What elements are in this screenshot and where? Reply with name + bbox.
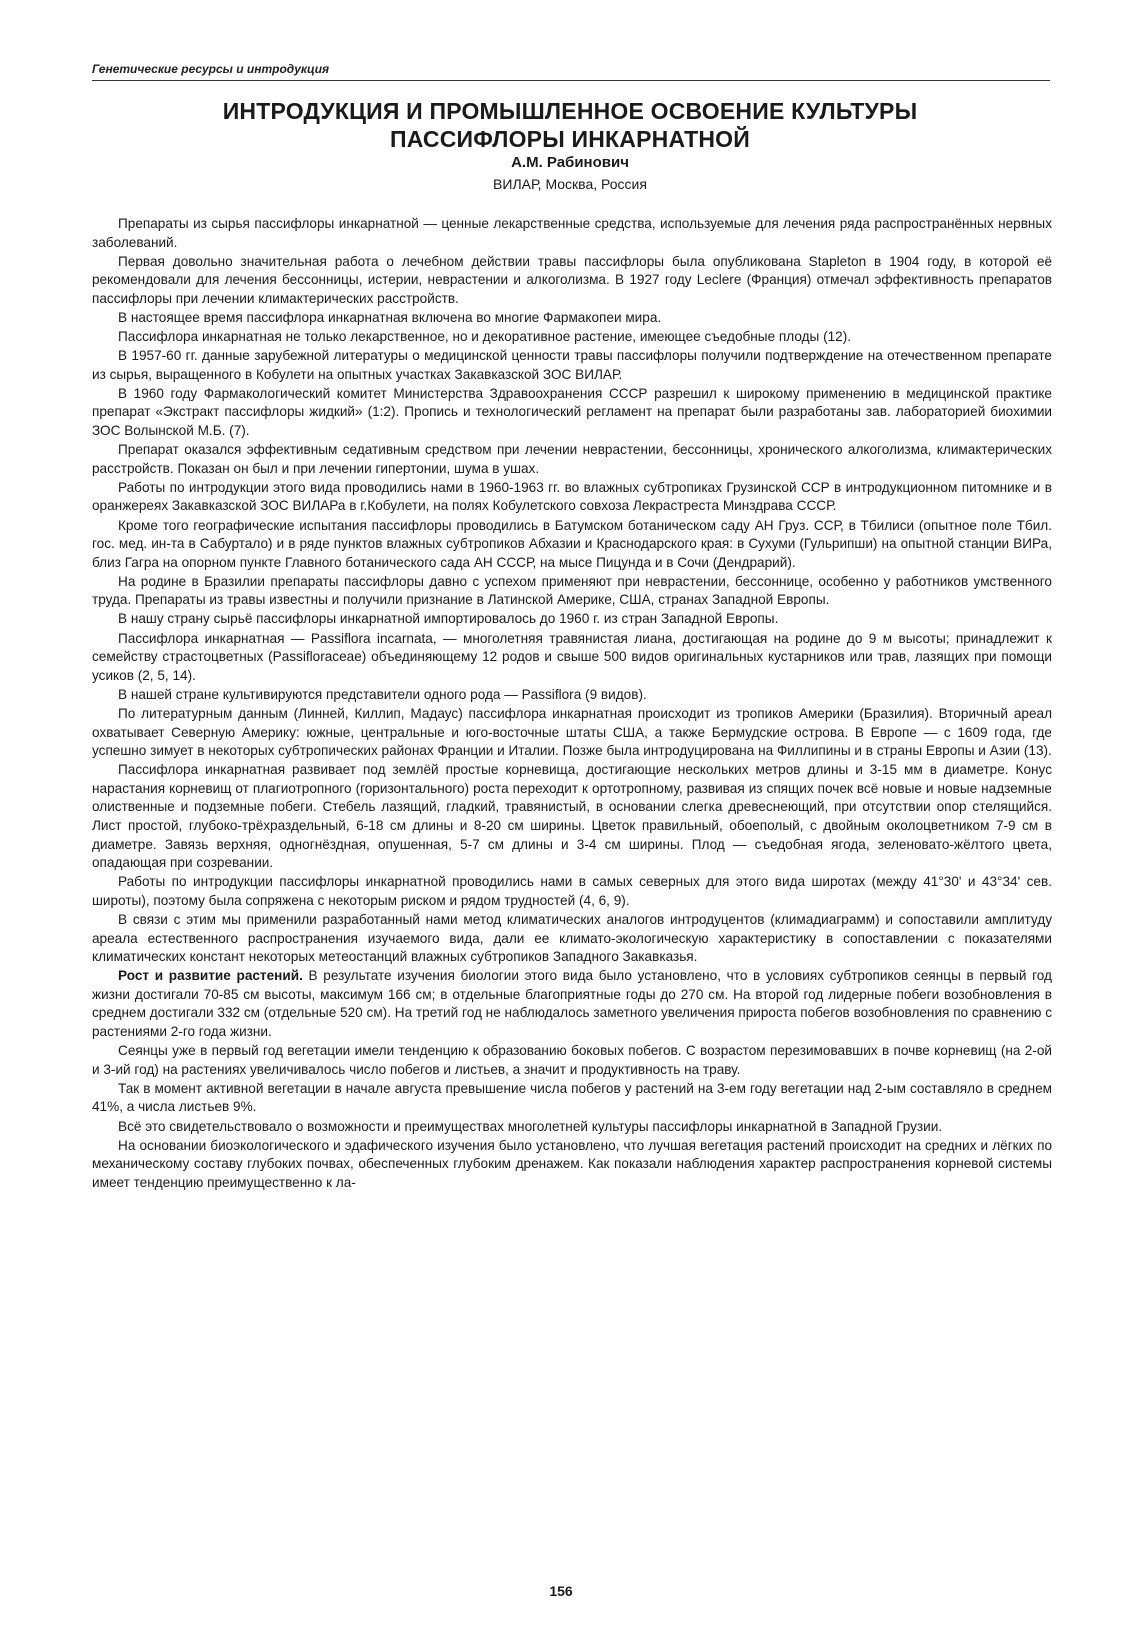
paragraph: Сеянцы уже в первый год вегетации имели тенденцию к образованию боковых побегов. С возрастом перезимовавших в почве корневищ (на 2-ой и 3-ий год) на растениях увеличивалось число побегов и листьев, а значит и продуктивность на траву. xyxy=(92,1043,1052,1077)
paragraph: На родине в Бразилии препараты пассифлоры давно с успехом применяют при неврастении, бессоннице, особенно у работников умственного труда. Препараты из травы известны и получили признание в Латинской Америке, США, странах Западной Европы. xyxy=(92,573,1052,608)
paragraph: Пассифлора инкарнатная развивает под землёй простые корневища, достигающие нескольких метров длины и 3-15 мм в диаметре. Конус нарастания корневищ от плагиотропного (горизонтального) роста переходит к ортотропному, развивая из спящих почек всё новые и новые надземные олиственные и подземные побеги. Стебель лазящий, гладкий, травянистый, в основании слегка древеснеющий, при отсутствии опор стелящийся. Лист простой, глубоко-трёхраздельный, 6-18 см длины и 8-20 см ширины. Цветок правильный, обоеполый, с двойным околоцветником 7-9 см в диаметре. Завязь верхняя, одногнёздная, опушенная, 5-7 см длины и 3-4 см ширины. Плод — съедобная ягода, зеленовато-жёлтого цвета, опадающая при созревании. xyxy=(92,762,1052,871)
title-line: ИНТРОДУКЦИЯ И ПРОМЫШЛЕННОЕ ОСВОЕНИЕ КУЛЬТУРЫ xyxy=(222,98,918,124)
paragraph: Кроме того географические испытания пассифлоры проводились в Батумском ботаническом саду АН Груз. ССР, в Тбилиси (опытное поле Тбил. гос. мед. ин-та в Сабуртало) и в ряде пунктов влажных субтропиков Абхазии и Краснодарского края: в Сухуми (Гульрипши) на опытной станции ВИРа, близ Гагра на опорном пункте Главного ботанического сада АН СССР, на мысе Пицунда и в Сочи (Дендрарий). xyxy=(92,517,1052,570)
paragraph: Пассифлора инкарнатная не только лекарственное, но и декоративное растение, имеющее съедобные плоды (12). xyxy=(118,329,852,345)
paragraph: В нашу страну сырьё пассифлоры инкарнатной импортировалось до 1960 г. из стран Западной Европы. xyxy=(118,611,779,627)
paragraph: Так в момент активной вегетации в начале августа превышение числа побегов у растений на 3-ем году вегетации над 2-ым составляло в среднем 41%, а числа листьев 9%. xyxy=(92,1080,1052,1115)
article-body xyxy=(92,215,1052,1193)
running-head: Генетические ресурсы и интродукция xyxy=(92,62,330,76)
paragraph: Первая довольно значительная работа о лечебном действии травы пассифлоры была опубликована Stapleton в 1904 году, в которой её рекомендовали для лечения бессонницы, истерии, неврастении и алкоголизма. В 1927 году Leclere (Франция) отмечал эффективность препаратов пассифлоры при лечении климактерических расстройств. xyxy=(92,253,1052,306)
header-rule xyxy=(92,80,1050,81)
paragraph: Работы по интродукции пассифлоры инкарнатной проводились нами в самых северных для этого вида широтах (между 41°30' и 43°34' сев. широты), поэтому была сопряжена с некоторым риском и рядом трудностей (4, 6, 9). xyxy=(92,874,1052,908)
author: А.М. Рабинович xyxy=(511,154,629,171)
paragraph: Препарат оказался эффективным седативным средством при лечении неврастении, бессонницы, хронического алкоголизма, климактерических расстройств. Показан он был и при лечении гипертонии, шума в ушах. xyxy=(92,442,1052,476)
paragraph: Работы по интродукции этого вида проводились нами в 1960-1963 гг. во влажных субтропиках Грузинской ССР в интродукционном питомнике и в оранжереях Закавказской ЗОС ВИЛАРа в г.Кобулети, на полях Кобулетского совхоза Лекрастреста Минздрава СССР. xyxy=(92,479,1052,514)
paragraph: В настоящее время пассифлора инкарнатная включена во многие Фармакопеи мира. xyxy=(118,309,662,325)
paragraph: В нашей стране культивируются представители одного рода — Passiflora (9 видов). xyxy=(118,686,647,702)
section-runin-heading: Рост и развитие растений. xyxy=(118,968,303,984)
paragraph-text: В результате изучения биологии этого вида было установлено, что в условиях субтропиков сеянцы в первый год жизни достигали 70-85 см высоты, максимум 166 см; в отдельные благоприятные годы до 270 см. На второй год лидерные побеги возобновления в среднем достигали 332 см (отдельные 520 см). На третий год не наблюдалось заметного увеличения прироста побегов возобновления по сравнению с растениями 2-го года жизни. xyxy=(92,968,1052,1040)
paragraph: Всё это свидетельствовало о возможности и преимуществах многолетней культуры пассифлоры инкарнатной в Западной Грузии. xyxy=(118,1118,943,1134)
paragraph: В 1960 году Фармакологический комитет Министерства Здравоохранения СССР разрешил к широкому применению в медицинской практике препарат «Экстракт пассифлоры жидкий» (1:2). Пропись и технологический регламент на препарат были разработаны зав. лабораторией биохимии ЗОС Волынской М.Б. (7). xyxy=(92,385,1052,439)
paragraph: По литературным данным (Линней, Киллип, Мадаус) пассифлора инкарнатная происходит из тропиков Америки (Бразилия). Вторичный ареал охватывает Северную Америку: южные, центральные и юго-восточные штаты США, а также Бермудские острова. В Европе — с 1609 года, где успешно зимует в некоторых субтропических районах Франции и Италии. Позже была интродуцирована на Филлипины и в страны Европы и Азии (13). xyxy=(92,705,1052,759)
paragraph: Пассифлора инкарнатная — Passiflora incarnata, — многолетняя травянистая лиана, достигающая на родине до 9 м высоты; принадлежит к семейству страстоцветных (Passifloraceae) объединяющему 12 родов и свыше 500 видов оригинальных кустарников или трав, лазящих при помощи усиков (2, 5, 14). xyxy=(92,630,1052,683)
affiliation: ВИЛАР, Москва, Россия xyxy=(493,176,647,192)
paragraph xyxy=(92,967,1052,1041)
title-line: ПАССИФЛОРЫ ИНКАРНАТНОЙ xyxy=(389,126,751,152)
paragraph: В 1957-60 гг. данные зарубежной литературы о медицинской ценности травы пассифлоры получили подтверждение на отечественном препарате из сырья, выращенного в Кобулети на опытных участках Закавказской ЗОС ВИЛАР. xyxy=(92,348,1052,382)
page-number: 156 xyxy=(549,1583,573,1599)
paragraph: На основании биоэкологического и эдафического изучения было установлено, что лучшая вегетация растений происходит на средних и лёгких по механическому составу глубоких почвах, обеспеченных глубоким дренажем. Как показали наблюдения характер распространения корневой системы имеет тенденцию преимущественно к ла- xyxy=(92,1137,1052,1190)
article-title xyxy=(100,97,1040,153)
paragraph: В связи с этим мы применили разработанный нами метод климатических аналогов интродуцентов (климадиаграмм) и сопоставили амплитуду ареала естественного распространения изучаемого вида, дали ее климато-экологическую характеристику в сопоставлении с показателями климатических констант некоторых метеостанций влажных субтропиков Западного Закавказья. xyxy=(92,911,1052,965)
paragraph: Препараты из сырья пассифлоры инкарнатной — ценные лекарственные средства, используемые для лечения ряда распространённых нервных заболеваний. xyxy=(92,216,1052,250)
